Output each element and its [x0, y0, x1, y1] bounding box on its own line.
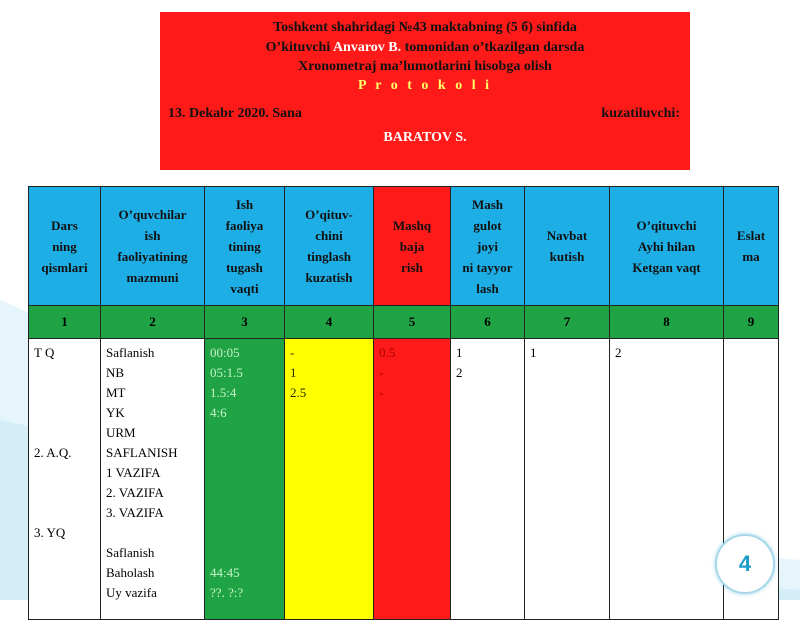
header-cell — [101, 187, 205, 306]
banner-line-teacher: O’kituvchi Anvarov B. tomonidan o’tkazilgan darsda — [265, 40, 585, 55]
cell-line — [34, 363, 96, 383]
page-number-badge: 4 — [715, 534, 775, 594]
column-number: 1 — [29, 306, 101, 339]
cell-line: - — [379, 385, 384, 400]
column-number-row — [29, 306, 779, 339]
column-number: 2 — [101, 306, 205, 339]
cell-line — [210, 503, 280, 523]
exercise-cell — [374, 339, 451, 620]
cell-line: 44:45 — [210, 565, 240, 580]
cell-line: 1 — [290, 365, 297, 380]
header-label-line: Mash — [471, 196, 504, 212]
listening-cell — [285, 339, 374, 620]
header-cell — [374, 187, 451, 306]
header-label-line: O’quvchilar — [118, 207, 187, 222]
header-label-line: baja — [399, 238, 425, 254]
header-label-line: chini — [315, 228, 343, 243]
header-label-line: vaqti — [230, 280, 259, 296]
column-number: 8 — [610, 306, 724, 339]
header-label-line: faoliya — [225, 217, 264, 233]
cell-line: NB — [106, 365, 125, 380]
cell-line — [34, 423, 96, 443]
cell-line: MT — [106, 385, 126, 400]
cell-line: - — [290, 345, 295, 360]
header-cell — [205, 187, 285, 306]
cell-line — [34, 463, 96, 483]
header-cell — [285, 187, 374, 306]
header-label-line: tinglash — [306, 249, 352, 264]
banner-observer-name: BARATOV S. — [383, 130, 467, 145]
header-label-line: Ayhi hilan — [637, 238, 696, 254]
header-label-line: ma — [742, 249, 760, 264]
banner-date: 13. Dekabr 2020. Sana — [168, 106, 302, 121]
header-label-line: faoliyatining — [117, 249, 188, 264]
cell-line: 2. VAZIFA — [106, 485, 164, 500]
header-label-line: Ish — [235, 196, 254, 212]
cell-line: 2 — [456, 365, 463, 380]
cell-line: Saflanish — [106, 545, 155, 560]
cell-line — [210, 523, 280, 543]
cell-line — [210, 543, 280, 563]
cell-line: T Q — [34, 345, 55, 360]
protocol-table — [28, 186, 779, 620]
cell-line: URM — [106, 425, 136, 440]
teacher-time-cell — [610, 339, 724, 620]
cell-line: 00:05 — [210, 345, 240, 360]
cell-line: 3. VAZIFA — [106, 505, 164, 520]
cell-line: 1 — [456, 345, 463, 360]
cell-line: YK — [106, 405, 125, 420]
cell-line: Uy vazifa — [106, 585, 157, 600]
banner-line-protocol: P r o t o k o l i — [358, 78, 492, 93]
header-label-line: ish — [144, 228, 161, 243]
banner-line-chronometry: Xronometraj ma’lumotlarini hisobga olish — [298, 59, 552, 74]
cell-line — [34, 543, 96, 563]
column-number: 6 — [451, 306, 525, 339]
cell-line: 1.5:4 — [210, 385, 237, 400]
header-label-line: ning — [52, 238, 77, 254]
cell-line — [210, 483, 280, 503]
cell-line — [34, 383, 96, 403]
teacher-name: Anvarov B. — [332, 40, 402, 55]
cell-line: Baholash — [106, 565, 155, 580]
preparation-cell — [451, 339, 525, 620]
header-label-line: Navbat — [546, 228, 588, 243]
header-cell — [525, 187, 610, 306]
header-label-line: Ketgan vaqt — [632, 259, 701, 275]
cell-line — [106, 523, 200, 543]
header-label-line: gulot — [473, 217, 502, 233]
column-number: 3 — [205, 306, 285, 339]
header-label-line: qismlari — [41, 259, 88, 275]
header-label-line: kuzatish — [305, 270, 353, 285]
cell-line: SAFLANISH — [106, 445, 178, 460]
header-label-line: tining — [228, 238, 261, 254]
column-number: 7 — [525, 306, 610, 339]
header-label-line: tugash — [226, 259, 263, 275]
banner-line-school: Toshkent shahridagi №43 maktabning (5 б) sinfida — [273, 20, 577, 35]
activity-content-cell — [101, 339, 205, 620]
cell-line: 0.5 — [379, 345, 396, 360]
header-label-line: O’qituv- — [305, 207, 353, 222]
header-label-line: Dars — [51, 217, 78, 233]
cell-line: 1 — [530, 345, 537, 360]
header-label-line: kutish — [549, 249, 585, 264]
column-number: 5 — [374, 306, 451, 339]
header-cell — [29, 187, 101, 306]
cell-line: 4:6 — [210, 405, 227, 420]
cell-line: 2. A.Q. — [34, 445, 72, 460]
header-label-line: Eslat — [736, 228, 766, 243]
cell-line — [210, 443, 280, 463]
finish-time-cell — [205, 339, 285, 620]
cell-line — [34, 483, 96, 503]
cell-line: ??. ?:? — [210, 585, 244, 600]
cell-line — [210, 463, 280, 483]
header-label-line: Mashq — [392, 217, 432, 233]
protocol-title-banner — [160, 12, 690, 170]
header-label-line: ni tayyor — [462, 259, 513, 275]
cell-line — [34, 503, 96, 523]
header-label-line: rish — [401, 259, 423, 275]
cell-line — [34, 583, 96, 603]
cell-line — [210, 423, 280, 443]
cell-line: 2 — [615, 345, 622, 360]
column-number: 9 — [724, 306, 779, 339]
cell-line: 3. YQ — [34, 525, 66, 540]
header-label-line: O’qituvchi — [636, 217, 697, 233]
header-label-line: lash — [476, 280, 499, 296]
cell-line: Saflanish — [106, 345, 155, 360]
lesson-parts-cell — [29, 339, 101, 620]
header-label-line: mazmuni — [126, 270, 179, 285]
cell-line — [34, 403, 96, 423]
header-label-line: joyi — [477, 238, 498, 254]
header-cell — [610, 187, 724, 306]
column-number: 4 — [285, 306, 374, 339]
header-row — [29, 187, 779, 306]
data-row — [29, 339, 779, 620]
banner-observer-label: kuzatiluvchi: — [601, 106, 680, 121]
cell-line: 1 VAZIFA — [106, 465, 161, 480]
cell-line: 2.5 — [290, 385, 307, 400]
cell-line — [34, 563, 96, 583]
waiting-cell — [525, 339, 610, 620]
header-cell — [724, 187, 779, 306]
header-cell — [451, 187, 525, 306]
cell-line: 05:1.5 — [210, 365, 243, 380]
cell-line: - — [379, 365, 384, 380]
